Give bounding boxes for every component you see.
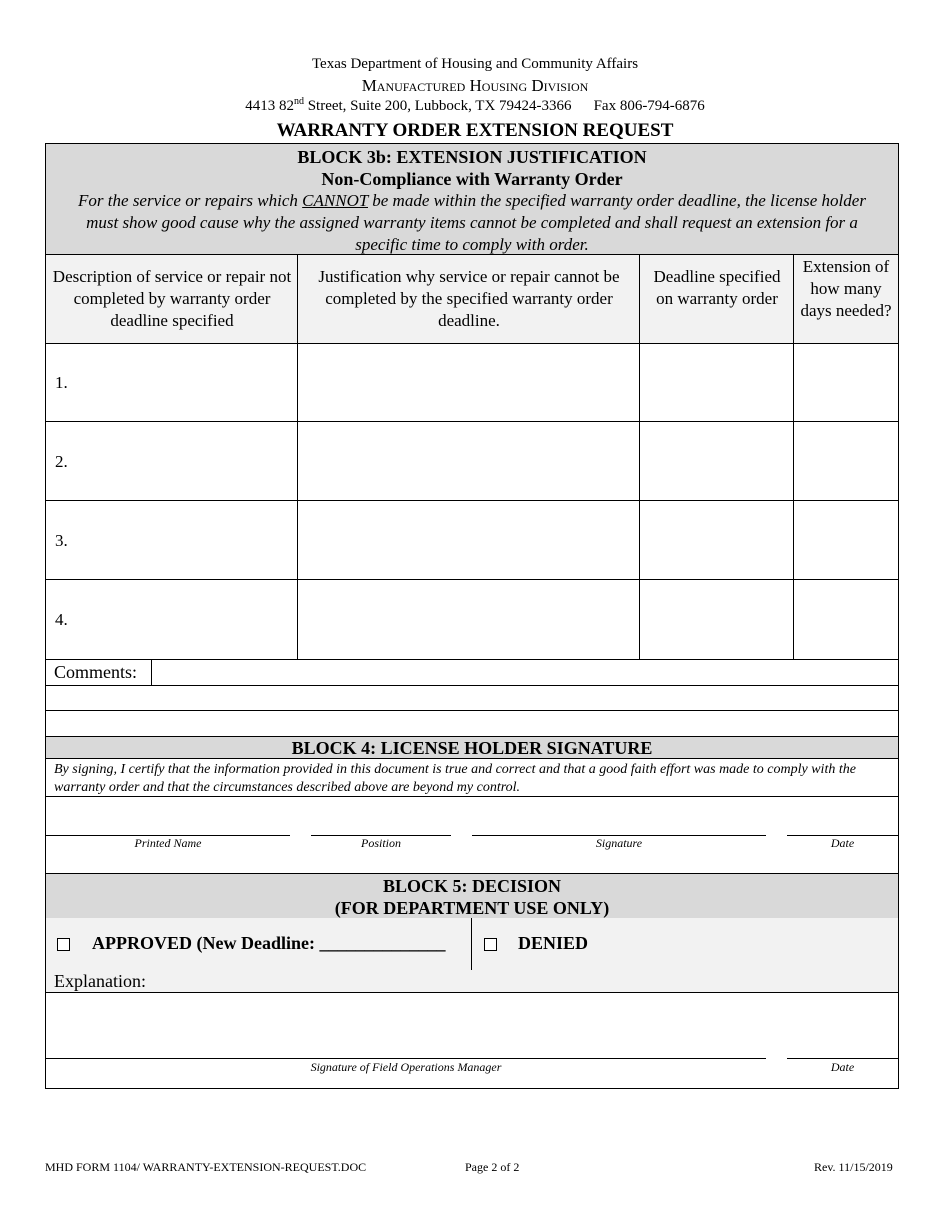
row3-extension-field[interactable] [794,501,898,579]
row4-description-field[interactable] [78,580,296,659]
agency-address [0,96,950,115]
block5-header [45,873,899,919]
footer-page-number: Page 2 of 2 [465,1160,520,1174]
row1-extension-field[interactable] [794,344,898,421]
printed-name-field[interactable] [46,798,290,834]
row3-justification-field[interactable] [298,501,638,579]
comments-label: Comments: [54,662,138,682]
printed-name-label: Printed Name [134,836,202,850]
date-field[interactable] [787,798,897,834]
row4-extension-field[interactable] [794,580,898,659]
intro-emphasis: CANNOT [302,191,368,210]
row3-deadline-field[interactable] [640,501,792,579]
signature-field[interactable] [472,798,766,834]
block3b-intro [46,190,898,256]
row2-deadline-field[interactable] [640,422,792,500]
denied-checkbox[interactable] [484,938,497,951]
block4-certification: By signing, I certify that the information provided in this document is true and correct and that a good faith effort was made to comply with the warranty order and that the circumstances described above are beyond my control. [54,762,856,795]
agency-name: Texas Department of Housing and Community Affairs [311,56,639,72]
intro-after: be made within the specified warranty order deadline, the license holder must show good cause why the assigned warranty items cannot be completed and shall request an extension for a specific time to comply with order. [86,191,866,254]
row4-deadline-field[interactable] [640,580,792,659]
row2-description-field[interactable] [78,422,296,500]
approved-label: APPROVED (New Deadline: ______________ [92,933,446,953]
position-label: Position [360,836,401,850]
signature-label: Signature [595,836,643,850]
row1-description-field[interactable] [78,344,296,421]
address-rest: Street, Suite 200, Lubbock, TX 79424-3366 [303,98,572,114]
intro-before: For the service or repairs which [78,191,303,210]
row3-description-field[interactable] [78,501,296,579]
row1-deadline-field[interactable] [640,344,792,421]
explanation-label: Explanation: [54,971,146,991]
row1-justification-field[interactable] [298,344,638,421]
manager-date-label: Date [830,1060,855,1074]
fax-number: Fax 806-794-6876 [593,98,705,114]
table-row-number: 3. [55,531,68,550]
block3b-subtitle: Non-Compliance with Warranty Order [321,169,623,189]
division-name: Manufactured Housing Division [361,76,589,95]
row2-justification-field[interactable] [298,422,638,500]
footer-form-id: MHD FORM 1104/ WARRANTY-EXTENSION-REQUEST.DOC [45,1160,367,1174]
table-row-number: 2. [55,452,68,471]
manager-signature-label: Signature of Field Operations Manager [310,1060,502,1074]
block4-header [45,736,899,759]
column-header-extension: Extension of how many days needed? [800,257,892,320]
column-header-description: Description of service or repair not completed by warranty order deadline specified [52,267,292,330]
column-header-deadline: Deadline specified on warranty order [653,267,781,308]
form-title: WARRANTY ORDER EXTENSION REQUEST [276,120,674,141]
table-row-number: 4. [55,610,68,629]
comments-field[interactable] [152,660,898,736]
denied-label: DENIED [518,933,589,953]
row4-justification-field[interactable] [298,580,638,659]
block5-subtitle: (FOR DEPARTMENT USE ONLY) [334,898,610,918]
block3b-title: BLOCK 3b: EXTENSION JUSTIFICATION [297,147,647,167]
column-header-justification: Justification why service or repair cannot be completed by the specified warranty order deadline. [318,267,620,330]
explanation-row [45,970,899,993]
approved-checkbox[interactable] [57,938,70,951]
table-row-number: 1. [55,373,68,392]
block5-title: BLOCK 5: DECISION [382,876,562,896]
address-superscript: nd [293,96,304,107]
row2-extension-field[interactable] [794,422,898,500]
block4-title: BLOCK 4: LICENSE HOLDER SIGNATURE [291,738,653,758]
footer-revision: Rev. 11/15/2019 [814,1160,893,1174]
block3b-header [45,143,899,255]
position-field[interactable] [311,798,451,834]
address-number: 4413 82 [245,98,294,114]
explanation-field[interactable] [46,993,898,1057]
date-label: Date [830,836,855,850]
